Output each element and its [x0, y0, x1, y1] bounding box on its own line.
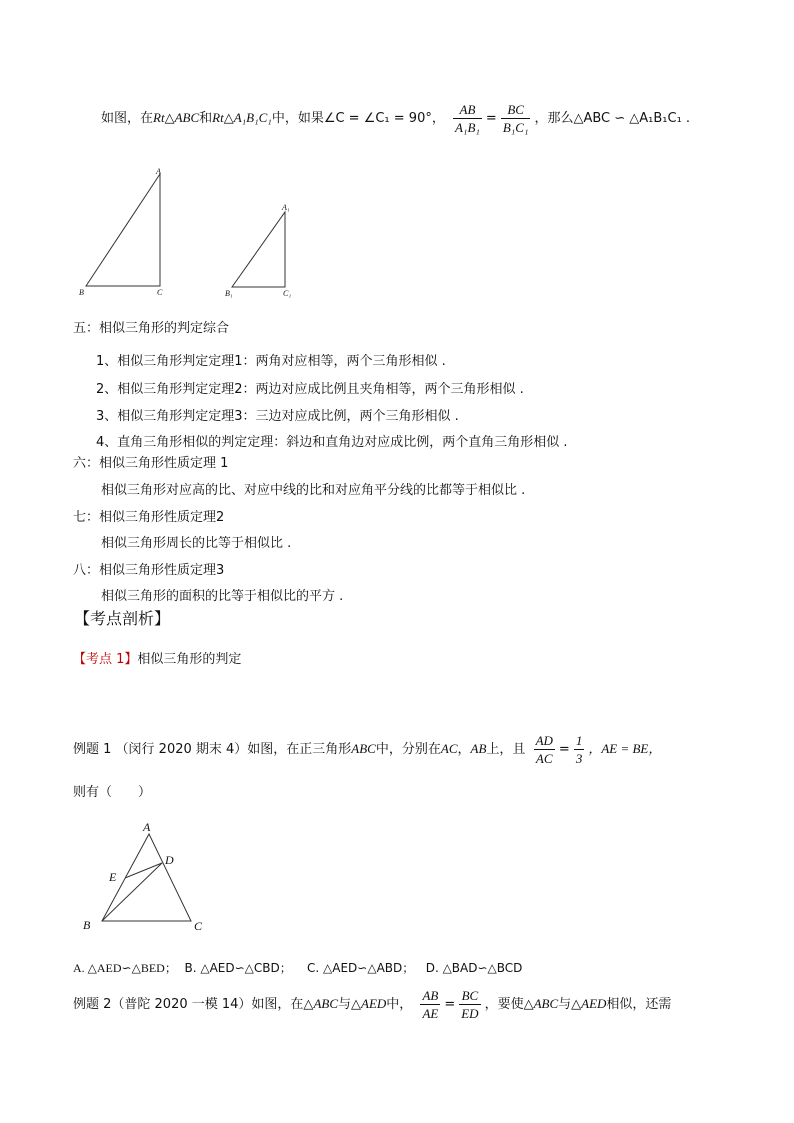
example1-ab: AB [470, 741, 487, 756]
example1-val: $\frac{1}{3}$ [575, 733, 583, 766]
example1-tri: ABC [351, 741, 376, 756]
section5-item-4: 4、直角三角形相似的判定定理：斜边和直角边对应成比例，两个直角三角形相似 . [96, 435, 568, 450]
label-C1: C₁ [283, 289, 292, 298]
section5-item-3: 3、相似三角形判定定理3：三边对应成比例，两个三角形相似 . [96, 409, 459, 424]
intro-prefix: 如图，在 [101, 111, 154, 126]
example2-with2: 与△ [558, 997, 582, 1012]
example1-ac: AC [440, 741, 458, 756]
example2-t1: ABC [313, 996, 338, 1011]
example2-t4: AED [581, 996, 607, 1011]
label-A1: A₁ [282, 203, 290, 212]
section5-item-1: 1、相似三角形判定定理1：两角对应相等，两个三角形相似 . [96, 354, 446, 369]
intro-and: 和 [199, 111, 213, 126]
section8-body: 相似三角形的面积的比等于相似比的平方 . [101, 589, 344, 604]
example1-eq: = [558, 742, 570, 757]
section7-title: 七：相似三角形性质定理2 [73, 510, 225, 525]
figure-equilateral-triangle [78, 818, 218, 938]
label-C: C [157, 288, 163, 297]
option-d[interactable]: D. △BAD∽△BCD [425, 961, 523, 975]
kaodian1-title: 相似三角形的判定 [137, 652, 242, 667]
option-b[interactable]: B. △AED∽△CBD； [184, 961, 292, 975]
triangle-abc [86, 174, 160, 286]
figure-right-triangles [70, 162, 310, 302]
label-C: C [194, 919, 203, 933]
example2-eq: = [444, 997, 456, 1012]
section7-body: 相似三角形周长的比等于相似比 . [101, 536, 292, 551]
intro-suffix: ，那么△ABC ∽ △A₁B₁C₁ . [534, 111, 691, 126]
example2-line1 [73, 988, 671, 1021]
label-D: D [165, 853, 174, 867]
option-a[interactable]: A. △AED∽△BED； [73, 961, 177, 975]
example1-comma: ， [457, 742, 471, 757]
example1-frac: $\frac{AD}{AC}$ [535, 733, 553, 766]
label-A: A [143, 820, 151, 834]
example2-frac2: $\frac{BC}{ED}$ [461, 988, 479, 1021]
label-B: B [79, 288, 84, 297]
options-row [73, 959, 522, 976]
intro-line [101, 102, 690, 135]
kaodian1 [73, 648, 241, 667]
example1-mid: 中，分别在 [375, 742, 441, 757]
intro-eq: = [485, 111, 497, 126]
label-E: E [109, 870, 117, 884]
example2-with: 与△ [338, 997, 361, 1012]
section8-title: 八：相似三角形性质定理3 [73, 563, 225, 578]
intro-frac2: $\frac{BC}{\text{B₁C₁}}$ [502, 102, 529, 135]
example2-frac1: $\frac{AB}{AE}$ [422, 988, 439, 1021]
example2-mid: 中， [386, 997, 413, 1012]
section5-title: 五：相似三角形的判定综合 [73, 321, 230, 336]
kaodian1-tag: 【考点 1】 [73, 652, 138, 667]
label-B: B [83, 918, 91, 932]
triangle-a1b1c1 [232, 212, 285, 287]
example1-prefix: 例题 1 （闵行 2020 期末 4）如图，在正三角形 [73, 742, 352, 757]
section5-item-2: 2、相似三角形判定定理2：两边对应成比例且夹角相等，两个三角形相似 . [96, 382, 524, 397]
analysis-title: 【考点剖析】 [74, 609, 171, 628]
intro-mid: 中，如果∠C = ∠C₁ = 90°， [271, 111, 445, 126]
example2-tail2: 相似，还需 [606, 997, 672, 1012]
example2-t2: AED [361, 996, 387, 1011]
label-B1: B₁ [225, 289, 233, 298]
example1-line2: 则有（ ） [73, 785, 152, 800]
example2-tail1: ，要使△ [484, 997, 534, 1012]
section6-body: 相似三角形对应高的比、对应中线的比和对应角平分线的比都等于相似比 . [101, 483, 526, 498]
example1-tail: ，AE = BE， [588, 741, 662, 756]
example1-line1 [73, 733, 661, 766]
option-c[interactable]: C. △AED∽△ABD； [307, 961, 415, 975]
example2-t3: ABC [533, 996, 559, 1011]
intro-frac1: $\frac{AB}{\text{A₁B₁}}$ [454, 102, 480, 135]
example1-on: 上，且 [486, 742, 526, 757]
label-A: A [156, 167, 161, 176]
section6-title: 六：相似三角形性质定理 1 [73, 456, 229, 471]
intro-tri2: Rt△A₁B₁C₁ [212, 110, 272, 125]
intro-tri1: Rt△ABC [153, 110, 200, 125]
example2-prefix: 例题 2（普陀 2020 一模 14）如图，在△ [73, 997, 314, 1012]
